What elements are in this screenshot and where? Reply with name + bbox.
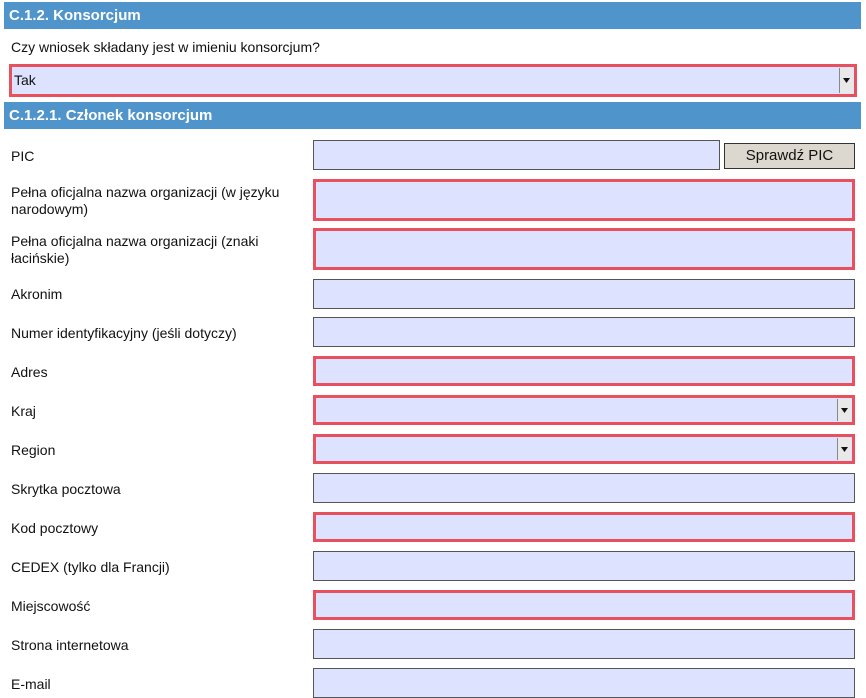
check-pic-button[interactable]: Sprawdź PIC <box>724 143 855 169</box>
full-name-latin-input[interactable] <box>313 228 855 270</box>
chevron-down-icon[interactable] <box>839 68 853 93</box>
country-label: Kraj <box>11 403 36 419</box>
consortium-select[interactable] <box>9 64 857 97</box>
region-select[interactable] <box>313 434 855 464</box>
city-input[interactable] <box>313 590 855 620</box>
acronym-label: Akronim <box>11 286 63 302</box>
po-box-input[interactable] <box>313 473 855 503</box>
po-box-label: Skrytka pocztowa <box>11 481 121 497</box>
consortium-question-label: Czy wniosek składany jest w imieniu konsorcjum? <box>11 39 320 55</box>
full-name-native-input[interactable] <box>313 179 855 221</box>
postal-code-label: Kod pocztowy <box>11 520 99 536</box>
section-header-consortium: C.1.2. Konsorcjum <box>4 2 861 29</box>
id-number-label: Numer identyfikacyjny (jeśli dotyczy) <box>11 325 237 341</box>
email-input[interactable] <box>313 668 855 698</box>
website-label: Strona internetowa <box>11 637 129 653</box>
address-input[interactable] <box>313 356 855 386</box>
consortium-select-value: Tak <box>14 72 36 88</box>
cedex-label: CEDEX (tylko dla Francji) <box>11 559 170 575</box>
full-name-latin-label: Pełna oficjalna nazwa organizacji (znaki łacińskie) <box>11 233 259 266</box>
region-label: Region <box>11 442 56 458</box>
section-header-consortium-member: C.1.2.1. Członek konsorcjum <box>4 102 861 129</box>
id-number-input[interactable] <box>313 317 855 347</box>
chevron-down-icon[interactable] <box>837 438 851 460</box>
website-input[interactable] <box>313 629 855 659</box>
acronym-input[interactable] <box>313 279 855 309</box>
city-label: Miejscowość <box>11 598 91 614</box>
country-select[interactable] <box>313 395 855 425</box>
chevron-down-icon[interactable] <box>837 399 851 421</box>
cedex-input[interactable] <box>313 551 855 581</box>
full-name-native-label: Pełna oficjalna nazwa organizacji (w języku narodowym) <box>11 184 280 217</box>
pic-label: PIC <box>11 148 35 164</box>
address-label: Adres <box>11 364 48 380</box>
postal-code-input[interactable] <box>313 512 855 542</box>
email-label: E-mail <box>11 676 51 692</box>
pic-input[interactable] <box>313 140 720 170</box>
